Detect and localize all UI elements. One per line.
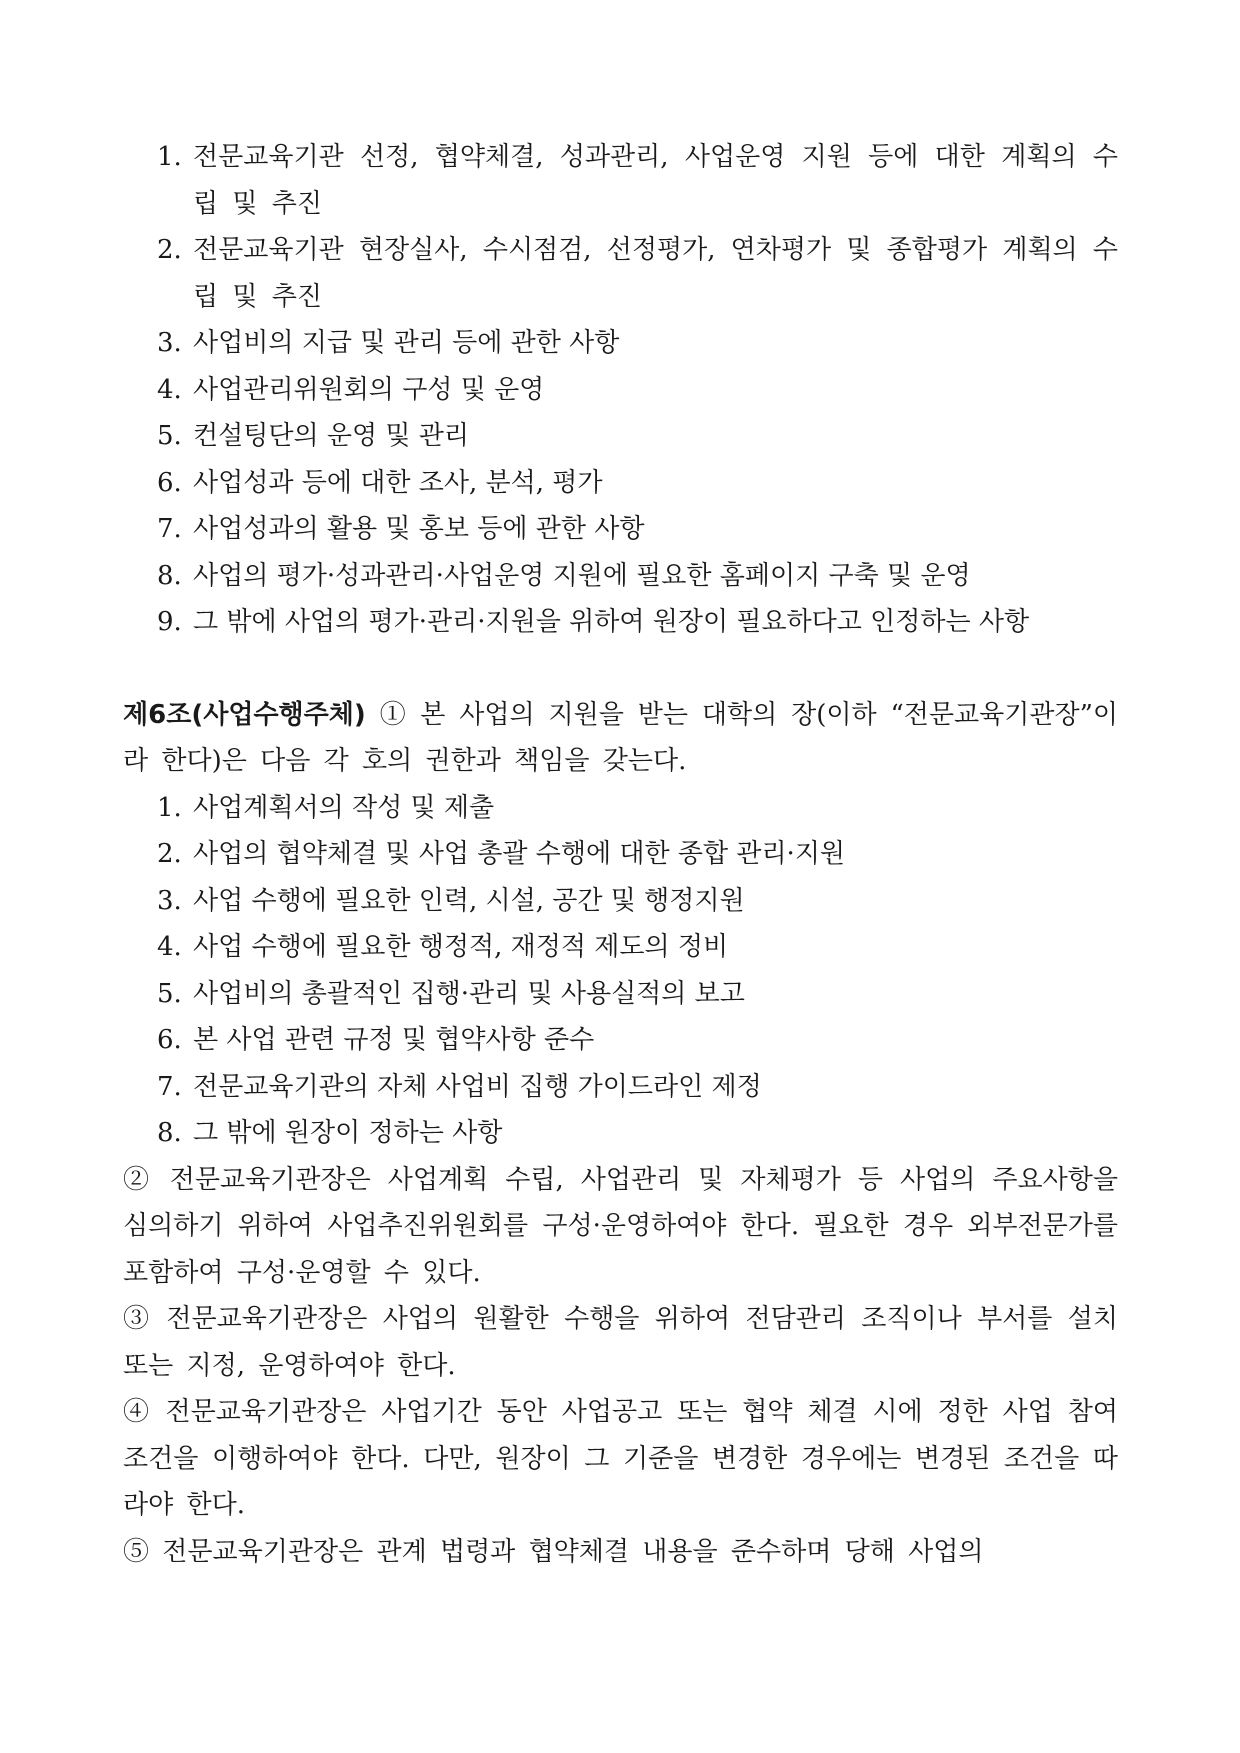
list-item [123,320,1118,367]
list-item [123,831,1118,878]
list-item [123,553,1118,600]
paragraph-4: ④ 전문교육기관장은 사업기간 동안 사업공고 또는 협약 체결 시에 정한 사업 참여 조건을 이행하여야 한다. 다만, 원장이 그 기준을 변경한 경우에는 변경된 조건을 따라야 한다. [123,1397,1118,1520]
list-text: 사업관리위원회의 구성 및 운영 [193,374,545,405]
list-number: 3. [157,885,182,916]
list-number: 4. [157,374,182,405]
list-number: 7. [157,514,182,544]
list-item [123,367,1118,414]
list-item [123,134,1118,227]
list-number: 8. [157,1118,182,1148]
article-intro-text: ① 본 사업의 지원을 받는 대학의 장(이하 “전문교육기관장”이라 한다)은 다음 각 호의 권한과 책임을 갖는다. [123,699,1118,776]
list-number: 4. [157,932,182,962]
list-number: 9. [157,607,182,637]
list-text: 본 사업 관련 규정 및 협약사항 준수 [193,1025,595,1055]
article-6-intro [123,692,1118,785]
list-text: 사업성과의 활용 및 홍보 등에 관한 사항 [193,514,645,544]
list-number: 6. [157,1025,182,1055]
list-item [123,506,1118,553]
list-text: 사업계획서의 작성 및 제출 [193,792,495,823]
list-text: 사업 수행에 필요한 인력, 시설, 공간 및 행정지원 [193,885,745,916]
list-item [123,1017,1118,1064]
document-body [123,134,1118,1575]
list-text: 전문교육기관 선정, 협약체결, 성과관리, 사업운영 지원 등에 대한 계획의 수립 및 추진 [193,142,1118,219]
list-number: 2. [157,235,182,265]
paragraph-3: ③ 전문교육기관장은 사업의 원활한 수행을 위하여 전담관리 조직이나 부서를 설치 또는 지정, 운영하여야 한다. [123,1304,1118,1381]
list-text: 사업의 협약체결 및 사업 총괄 수행에 대한 종합 관리·지원 [193,839,846,869]
list-item [123,599,1118,646]
list-text: 사업성과 등에 대한 조사, 분석, 평가 [193,467,603,498]
article-title: 제6조(사업수행주체) [123,699,366,730]
list-item [123,924,1118,971]
list-item [123,227,1118,320]
list-number: 8. [157,560,182,591]
paragraph-2: ② 전문교육기관장은 사업계획 수립, 사업관리 및 자체평가 등 사업의 주요사항을 심의하기 위하여 사업추진위원회를 구성·운영하여야 한다. 필요한 경우 외부전문가를 포함하여 구성·운영할 수 있다. [123,1164,1118,1288]
list-item [123,878,1118,925]
list-item [123,413,1118,460]
list-number: 6. [157,467,182,498]
paragraph-5: ⑤ 전문교육기관장은 관계 법령과 협약체결 내용을 준수하며 당해 사업의 [123,1536,984,1567]
list-text: 그 밖에 원장이 정하는 사항 [193,1118,503,1148]
list-text: 사업 수행에 필요한 행정적, 재정적 제도의 정비 [193,932,729,962]
list-text: 사업의 평가·성과관리·사업운영 지원에 필요한 홈페이지 구축 및 운영 [193,560,971,591]
list-number: 3. [157,328,182,358]
list-item [123,460,1118,507]
list-text: 전문교육기관의 자체 사업비 집행 가이드라인 제정 [193,1071,762,1102]
list-item [123,971,1118,1018]
list-number: 1. [157,792,182,823]
list-item [123,1064,1118,1111]
list-text: 사업비의 총괄적인 집행·관리 및 사용실적의 보고 [193,978,745,1009]
list-number: 2. [157,839,182,869]
list-item [123,1110,1118,1157]
list-number: 1. [157,142,182,172]
list-number: 5. [157,421,182,451]
section-spacer [123,646,1118,692]
list-text: 그 밖에 사업의 평가·관리·지원을 위하여 원장이 필요하다고 인정하는 사항 [193,607,1030,637]
list-item [123,785,1118,832]
list-text: 사업비의 지급 및 관리 등에 관한 사항 [193,328,620,358]
list-number: 5. [157,978,182,1009]
list-number: 7. [157,1071,182,1102]
list-text: 전문교육기관 현장실사, 수시점검, 선정평가, 연차평가 및 종합평가 계획의 수립 및 추진 [193,235,1118,312]
list-text: 컨설팅단의 운영 및 관리 [193,421,469,451]
